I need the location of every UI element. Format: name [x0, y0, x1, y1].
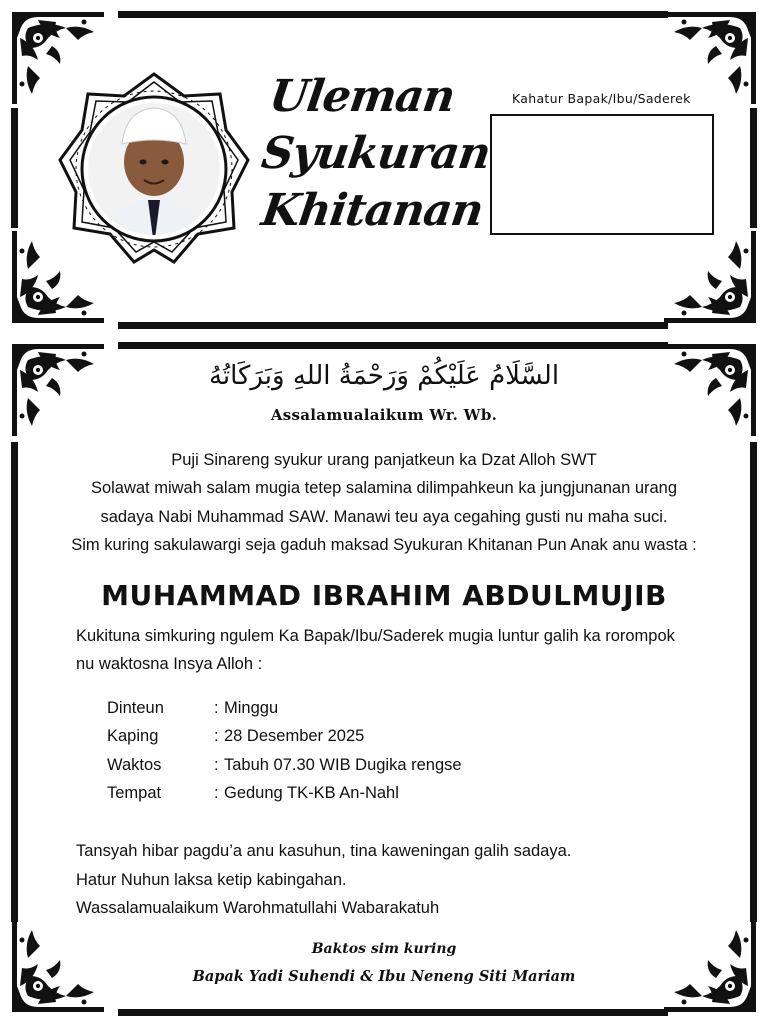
- greeting-latin: Assalamualaikum Wr. Wb.: [270, 406, 498, 424]
- intro-line: Puji Sinareng syukur urang panjatkeun ka Dzat Alloh SWT: [171, 451, 597, 469]
- child-name: MUHAMMAD IBRAHIM ABDULMUJIB: [101, 579, 667, 612]
- closing-line: Hatur Nuhun laksa ketip kabingahan.: [76, 871, 347, 889]
- detail-label: Dinteun: [107, 699, 164, 717]
- detail-label: Waktos: [107, 756, 162, 774]
- invitation-line: Kukituna simkuring ngulem Ka Bapak/Ibu/Saderek mugia luntur galih ka rorompok: [76, 627, 675, 645]
- detail-value: 28 Desember 2025: [224, 727, 365, 745]
- title-line: Uleman: [266, 71, 458, 122]
- intro-line: sadaya Nabi Muhammad SAW. Manawi teu aya cegahing gusti nu maha suci.: [100, 508, 668, 526]
- left-border-bar: [11, 108, 18, 228]
- child-photo: [56, 66, 252, 272]
- signature-heading: Baktos sim kuring: [311, 941, 457, 957]
- top-border-bar: [118, 342, 668, 349]
- right-border-bar: [750, 108, 757, 228]
- detail-value: Gedung TK-KB An-Nahl: [224, 784, 399, 802]
- invitation-card: [0, 336, 768, 1024]
- detail-value: Tabuh 07.30 WIB Dugika rengse: [224, 756, 462, 774]
- closing-line: Tansyah hibar pagdu’a anu kasuhun, tina kaweningan galih sadaya.: [76, 842, 572, 860]
- detail-label: Kaping: [107, 727, 159, 745]
- detail-separator: :: [214, 784, 219, 802]
- detail-separator: :: [214, 699, 219, 717]
- detail-row: [107, 755, 462, 775]
- addressee-box: [490, 114, 714, 235]
- closing-line: Wassalamualaikum Warohmatullahi Wabarakatuh: [76, 899, 440, 917]
- ornament-corner-icon: [660, 916, 760, 1016]
- detail-value: Minggu: [224, 699, 279, 717]
- detail-row: [107, 698, 278, 718]
- title-line: Khitanan: [258, 185, 486, 236]
- detail-row: [107, 783, 399, 803]
- arabic-greeting: السَّلَامُ عَلَيْكُمْ وَرَحْمَةُ اللهِ وَبَرَكَاتُهُ: [208, 361, 560, 391]
- ornament-corner-icon: [8, 916, 108, 1016]
- invitation-title: [258, 68, 494, 239]
- addressee-label: Kahatur Bapak/Ibu/Saderek: [512, 91, 691, 106]
- detail-separator: :: [214, 727, 219, 745]
- bottom-border-bar: [118, 1009, 668, 1016]
- bottom-border-bar: [118, 322, 668, 329]
- title-line: Syukuran: [258, 128, 494, 179]
- invitation-line: nu waktosna Insya Alloh :: [76, 655, 263, 673]
- envelope-card: [0, 0, 768, 335]
- intro-line: Solawat miwah salam mugia tetep salamina dilimpahkeun ka jungjunanan urang: [90, 479, 678, 497]
- intro-line: Sim kuring sakulawargi seja gaduh maksad Syukuran Khitanan Pun Anak anu wasta :: [71, 536, 697, 554]
- ornament-corner-icon: [660, 227, 760, 327]
- detail-row: [107, 726, 364, 746]
- detail-separator: :: [214, 756, 219, 774]
- top-border-bar: [118, 11, 668, 18]
- signature-names: Bapak Yadi Suhendi & Ibu Neneng Siti Mariam: [192, 968, 576, 985]
- detail-label: Tempat: [107, 784, 162, 802]
